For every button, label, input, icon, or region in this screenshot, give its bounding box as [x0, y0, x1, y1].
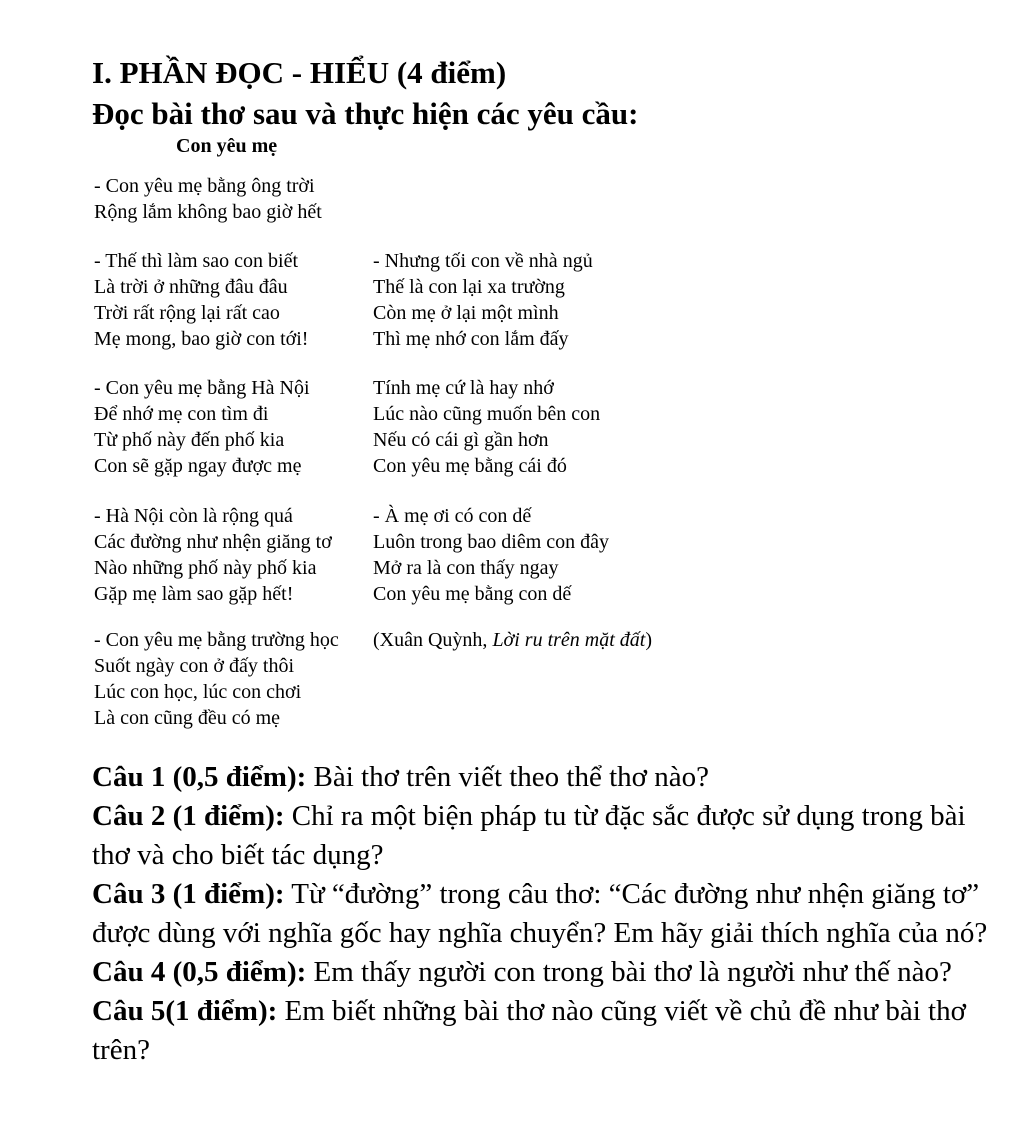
question-3	[92, 875, 992, 953]
poem-stanza-left-5	[94, 627, 339, 731]
poem-line: - À mẹ ơi có con dế	[373, 505, 532, 527]
poem-line: Tính mẹ cứ là hay nhớ	[373, 377, 554, 399]
poem-line: Suốt ngày con ở đấy thôi	[94, 655, 294, 677]
poem-line: Rộng lắm không bao giờ hết	[94, 201, 322, 223]
poem-line: Luôn trong bao diêm con đây	[373, 531, 610, 553]
poem-stanza-left-4	[94, 503, 332, 607]
poem-line: Gặp mẹ làm sao gặp hết!	[94, 583, 294, 605]
poem-stanza-right-3	[373, 503, 609, 607]
poem-line: Thì mẹ nhớ con lắm đấy	[373, 328, 569, 350]
poem-line: - Con yêu mẹ bằng Hà Nội	[94, 377, 310, 399]
poem-stanza-left-2	[94, 248, 308, 352]
question-4	[92, 953, 992, 992]
question-text: Từ “đường” trong câu thơ: “Các đường như nhện giăng tơ” được dùng với nghĩa gốc hay nghĩa chuyển? Em hãy giải thích nghĩa của nó?	[92, 878, 988, 949]
poem-source	[373, 627, 652, 653]
question-1	[92, 758, 992, 797]
question-label: Câu 3 (1 điểm):	[92, 878, 285, 910]
poem-line: Mẹ mong, bao giờ con tới!	[94, 328, 309, 350]
question-text: Em thấy người con trong bài thơ là người như thế nào?	[306, 956, 952, 988]
question-label: Câu 4 (0,5 điểm):	[92, 956, 307, 988]
question-label: Câu 1 (0,5 điểm):	[92, 761, 307, 793]
poem-line: Con sẽ gặp ngay được mẹ	[94, 455, 302, 477]
question-list	[92, 758, 992, 1070]
poem-stanza-left-1	[94, 173, 322, 225]
question-text: Chỉ ra một biện pháp tu từ đặc sắc được sử dụng trong bài thơ và cho biết tác dụng?	[92, 800, 966, 871]
poem-line: - Nhưng tối con về nhà ngủ	[373, 250, 593, 272]
section-title: I. PHẦN ĐỌC - HIỂU (4 điểm)	[92, 55, 507, 90]
poem-stanza-right-2	[373, 375, 600, 479]
poem-line: Nếu có cái gì gần hơn	[373, 429, 549, 451]
poem-line: Lúc con học, lúc con chơi	[94, 681, 302, 703]
poem-title: Con yêu mẹ	[176, 135, 278, 157]
question-2	[92, 797, 992, 875]
poem-line: Là con cũng đều có mẹ	[94, 707, 281, 729]
poem-line: Để nhớ mẹ con tìm đi	[94, 403, 269, 425]
poem-line: Thế là con lại xa trường	[373, 276, 565, 298]
poem-line: Lúc nào cũng muốn bên con	[373, 403, 601, 425]
poem-line: Nào những phố này phố kia	[94, 557, 317, 579]
question-5	[92, 992, 992, 1070]
poem-line: Con yêu mẹ bằng cái đó	[373, 455, 567, 477]
source-prefix: (Xuân Quỳnh,	[373, 629, 493, 651]
poem-line: - Con yêu mẹ bằng trường học	[94, 629, 339, 651]
instruction-heading: Đọc bài thơ sau và thực hiện các yêu cầu:	[92, 96, 639, 131]
poem-line: - Thế thì làm sao con biết	[94, 250, 299, 272]
poem-stanza-right-1	[373, 248, 593, 352]
source-work-title: Lời ru trên mặt đất	[492, 629, 646, 651]
poem-stanza-left-3	[94, 375, 310, 479]
question-label: Câu 2 (1 điểm):	[92, 800, 285, 832]
poem-line: Là trời ở những đâu đâu	[94, 276, 288, 298]
poem-line: Từ phố này đến phố kia	[94, 429, 285, 451]
poem-line: Mở ra là con thấy ngay	[373, 557, 559, 579]
poem-line: Các đường như nhện giăng tơ	[94, 531, 332, 553]
question-text: Em biết những bài thơ nào cũng viết về chủ đề như bài thơ trên?	[92, 995, 966, 1066]
poem-line: Trời rất rộng lại rất cao	[94, 302, 280, 324]
poem-line: - Con yêu mẹ bằng ông trời	[94, 175, 315, 197]
poem-line: - Hà Nội còn là rộng quá	[94, 505, 293, 527]
question-text: Bài thơ trên viết theo thể thơ nào?	[306, 761, 709, 793]
question-label: Câu 5(1 điểm):	[92, 995, 278, 1027]
source-suffix: )	[645, 629, 653, 651]
poem-line: Còn mẹ ở lại một mình	[373, 302, 559, 324]
poem-line: Con yêu mẹ bằng con dế	[373, 583, 572, 605]
